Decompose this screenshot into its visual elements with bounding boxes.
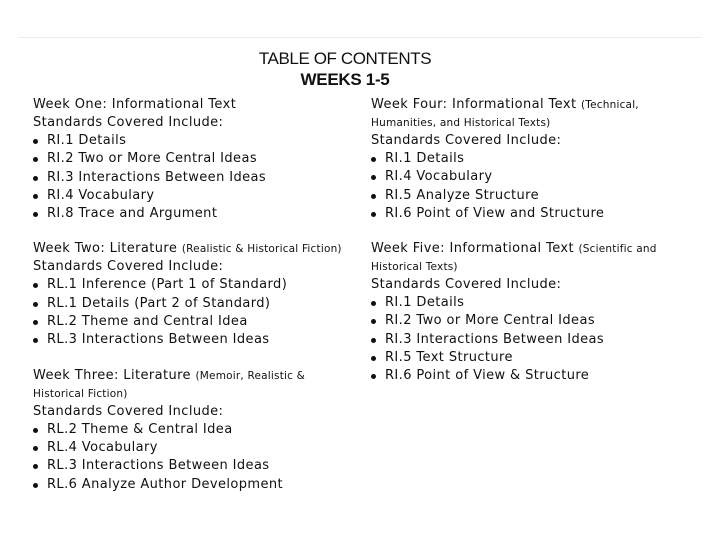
standards-list	[33, 421, 358, 494]
week-heading	[33, 240, 358, 258]
standards-label: Standards Covered Include:	[33, 115, 224, 130]
standards-list	[33, 276, 358, 349]
week-note: (Technical, Humanities, and Historical Texts)	[371, 99, 639, 129]
bullet-icon	[33, 176, 38, 181]
bullet-icon	[371, 175, 376, 180]
list-item: RI.2 Two or More Central Ideas	[371, 312, 686, 330]
standards-label: Standards Covered Include:	[371, 277, 562, 293]
list-item: RI.1 Details	[371, 150, 686, 168]
bullet-icon	[33, 446, 38, 451]
page-title: TABLE OF CONTENTS	[258, 49, 432, 68]
week-title: Week Four: Informational Text	[371, 97, 577, 112]
list-item: RL.1 Details (Part 2 of Standard)	[33, 295, 358, 313]
standards-label: Standards Covered Include:	[33, 259, 224, 275]
week-note: (Realistic & Historical Fiction)	[181, 243, 342, 256]
bullet-icon	[33, 212, 38, 217]
bullet-icon	[371, 157, 376, 162]
week-heading	[33, 96, 358, 114]
list-item: RI.4 Vocabulary	[33, 187, 358, 205]
standards-list	[371, 150, 686, 223]
list-item: RI.6 Point of View and Structure	[371, 205, 686, 223]
week-heading	[33, 367, 358, 403]
week-title: Week Two: Literature	[33, 241, 178, 257]
week-title: Week One: Informational Text	[33, 97, 237, 112]
list-item: RL.3 Interactions Between Ideas	[33, 331, 358, 349]
bullet-icon	[33, 338, 38, 343]
standards-list	[371, 294, 686, 385]
bullet-icon	[371, 374, 376, 379]
right-column	[371, 96, 686, 403]
standards-label: Standards Covered Include:	[371, 133, 562, 148]
bullet-icon	[33, 302, 38, 307]
list-item: RI.2 Two or More Central Ideas	[33, 150, 358, 168]
standards-list	[33, 132, 358, 223]
bullet-icon	[33, 464, 38, 469]
week-title: Week Three: Literature	[33, 367, 191, 383]
bullet-icon	[371, 319, 376, 324]
list-item: RI.8 Trace and Argument	[33, 205, 358, 223]
list-item: RL.3 Interactions Between Ideas	[33, 457, 358, 475]
bullet-icon	[33, 283, 38, 288]
list-item: RL.4 Vocabulary	[33, 439, 358, 457]
week-title: Week Five: Informational Text	[371, 241, 574, 257]
list-item: RL.2 Theme and Central Idea	[33, 313, 358, 331]
page-subtitle: WEEKS 1-5	[300, 70, 390, 89]
bullet-icon	[33, 157, 38, 162]
bullet-icon	[33, 139, 38, 144]
list-item: RI.5 Text Structure	[371, 349, 686, 367]
list-item: RI.3 Interactions Between Ideas	[371, 331, 686, 349]
list-item: RL.6 Analyze Author Development	[33, 476, 358, 494]
top-divider	[18, 37, 702, 38]
bullet-icon	[371, 356, 376, 361]
week-two-section	[33, 240, 358, 349]
list-item: RI.6 Point of View & Structure	[371, 367, 686, 385]
list-item: RL.1 Inference (Part 1 of Standard)	[33, 276, 358, 294]
bullet-icon	[33, 320, 38, 325]
list-item: RI.3 Interactions Between Ideas	[33, 169, 358, 187]
week-one-section	[33, 96, 358, 223]
list-item: RL.2 Theme & Central Idea	[33, 421, 358, 439]
week-heading	[371, 240, 686, 276]
list-item: RI.1 Details	[371, 294, 686, 312]
week-three-section	[33, 367, 358, 494]
left-column	[33, 96, 358, 511]
week-note: (Scientific and Historical Texts)	[371, 243, 657, 274]
list-item: RI.5 Analyze Structure	[371, 187, 686, 205]
week-four-section	[371, 96, 686, 223]
bullet-icon	[33, 194, 38, 199]
week-five-section	[371, 240, 686, 385]
week-heading	[371, 96, 686, 132]
bullet-icon	[33, 483, 38, 488]
bullet-icon	[371, 194, 376, 199]
bullet-icon	[371, 212, 376, 217]
list-item: RI.1 Details	[33, 132, 358, 150]
bullet-icon	[33, 428, 38, 433]
bullet-icon	[371, 338, 376, 343]
standards-label: Standards Covered Include:	[33, 403, 224, 419]
bullet-icon	[371, 301, 376, 306]
list-item: RI.4 Vocabulary	[371, 168, 686, 186]
week-note: (Memoir, Realistic & Historical Fiction)	[33, 369, 306, 400]
